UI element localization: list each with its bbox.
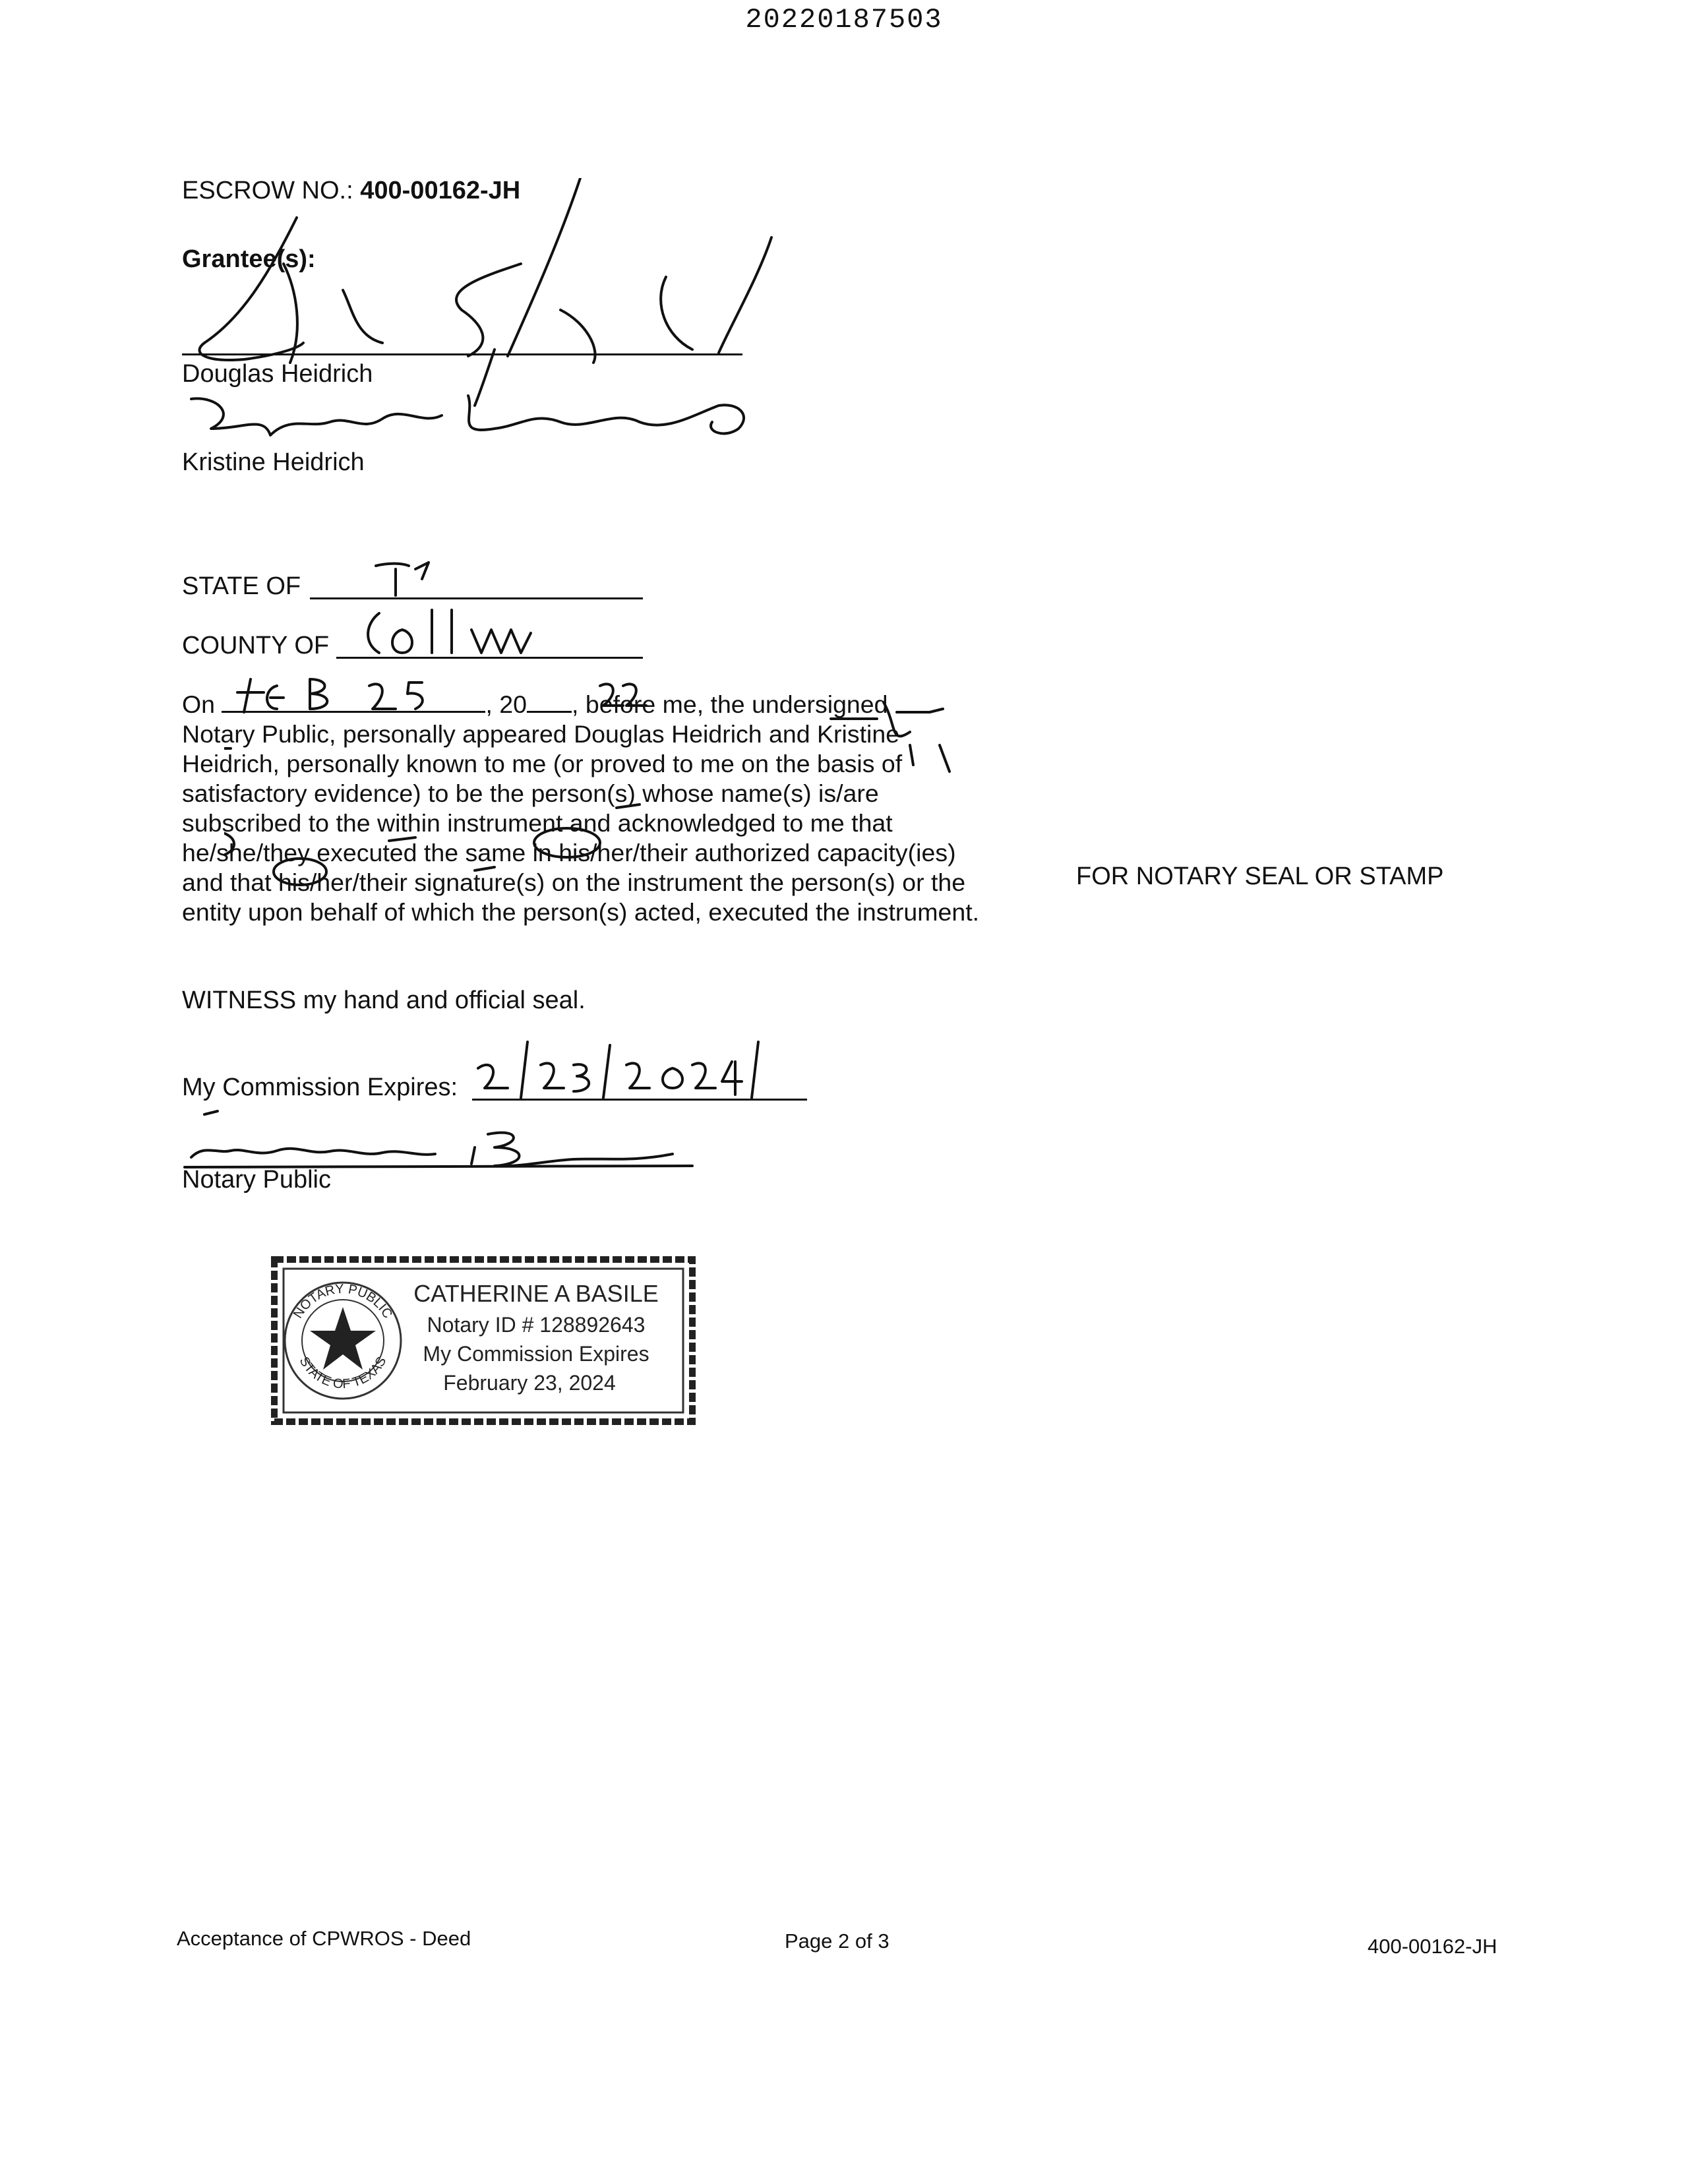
stamp-id: Notary ID # 128892643 <box>427 1313 646 1337</box>
on-label: On <box>182 690 216 718</box>
commission-label: My Commission Expires: <box>182 1074 458 1101</box>
grantee-name-kristine: Kristine Heidrich <box>182 448 365 476</box>
footer-page-number: Page 2 of 3 <box>785 1929 889 1953</box>
grantee-name-douglas: Douglas Heidrich <box>182 360 373 388</box>
grantee-signatures <box>165 178 824 468</box>
footer-escrow-number: 400-00162-JH <box>1368 1935 1497 1958</box>
stamp-ring-bottom: STATE OF TEXAS <box>296 1354 390 1392</box>
ack-line-6: and that his/her/their signature(s) on the instrument the person(s) or the <box>182 868 966 896</box>
notary-signature <box>178 1108 706 1174</box>
stamp-ring-top: NOTARY PUBLIC <box>290 1281 396 1321</box>
stamp-expires-date: February 23, 2024 <box>443 1371 616 1395</box>
stamp-name: CATHERINE A BASILE <box>413 1280 659 1307</box>
escrow-label: ESCROW NO.: <box>182 177 353 204</box>
ack-line-0: , before me, the undersigned <box>572 690 888 718</box>
ack-line-3: satisfactory evidence) to be the person(s) whose name(s) is/are <box>182 779 879 807</box>
notary-seal-label: FOR NOTARY SEAL OR STAMP <box>1076 863 1444 890</box>
escrow-number: 400-00162-JH <box>360 177 521 204</box>
state-handwriting <box>369 559 448 599</box>
notary-stamp <box>269 1254 698 1427</box>
recording-number: 20220187503 <box>745 4 943 36</box>
county-label: COUNTY OF <box>182 632 330 659</box>
ack-line-5: he/she/they executed the same in his/her/their authorized capacity(ies) <box>182 839 956 866</box>
ack-line-4: subscribed to the within instrument and acknowledged to me that <box>182 809 893 837</box>
stamp-expires-label: My Commission Expires <box>423 1342 649 1366</box>
ack-line-7: entity upon behalf of which the person(s) acted, executed the instrument. <box>182 898 980 926</box>
ack-line-2: Heidrich, personally known to me (or proved to me on the basis of <box>182 750 903 777</box>
witness-statement: WITNESS my hand and official seal. <box>182 986 586 1014</box>
state-underline <box>310 597 643 599</box>
notary-public-label: Notary Public <box>182 1166 331 1194</box>
county-handwriting <box>359 603 570 669</box>
year-prefix: , 20 <box>485 690 528 718</box>
grantees-label: Grantee(s): <box>182 245 316 273</box>
ack-line-1: Notary Public, personally appeared Douglas Heidrich and Kristine <box>182 720 900 748</box>
date-handwriting <box>224 673 1068 897</box>
commission-handwriting <box>468 1035 785 1108</box>
footer-document-title: Acceptance of CPWROS - Deed <box>177 1927 471 1950</box>
state-label: STATE OF <box>182 572 301 600</box>
